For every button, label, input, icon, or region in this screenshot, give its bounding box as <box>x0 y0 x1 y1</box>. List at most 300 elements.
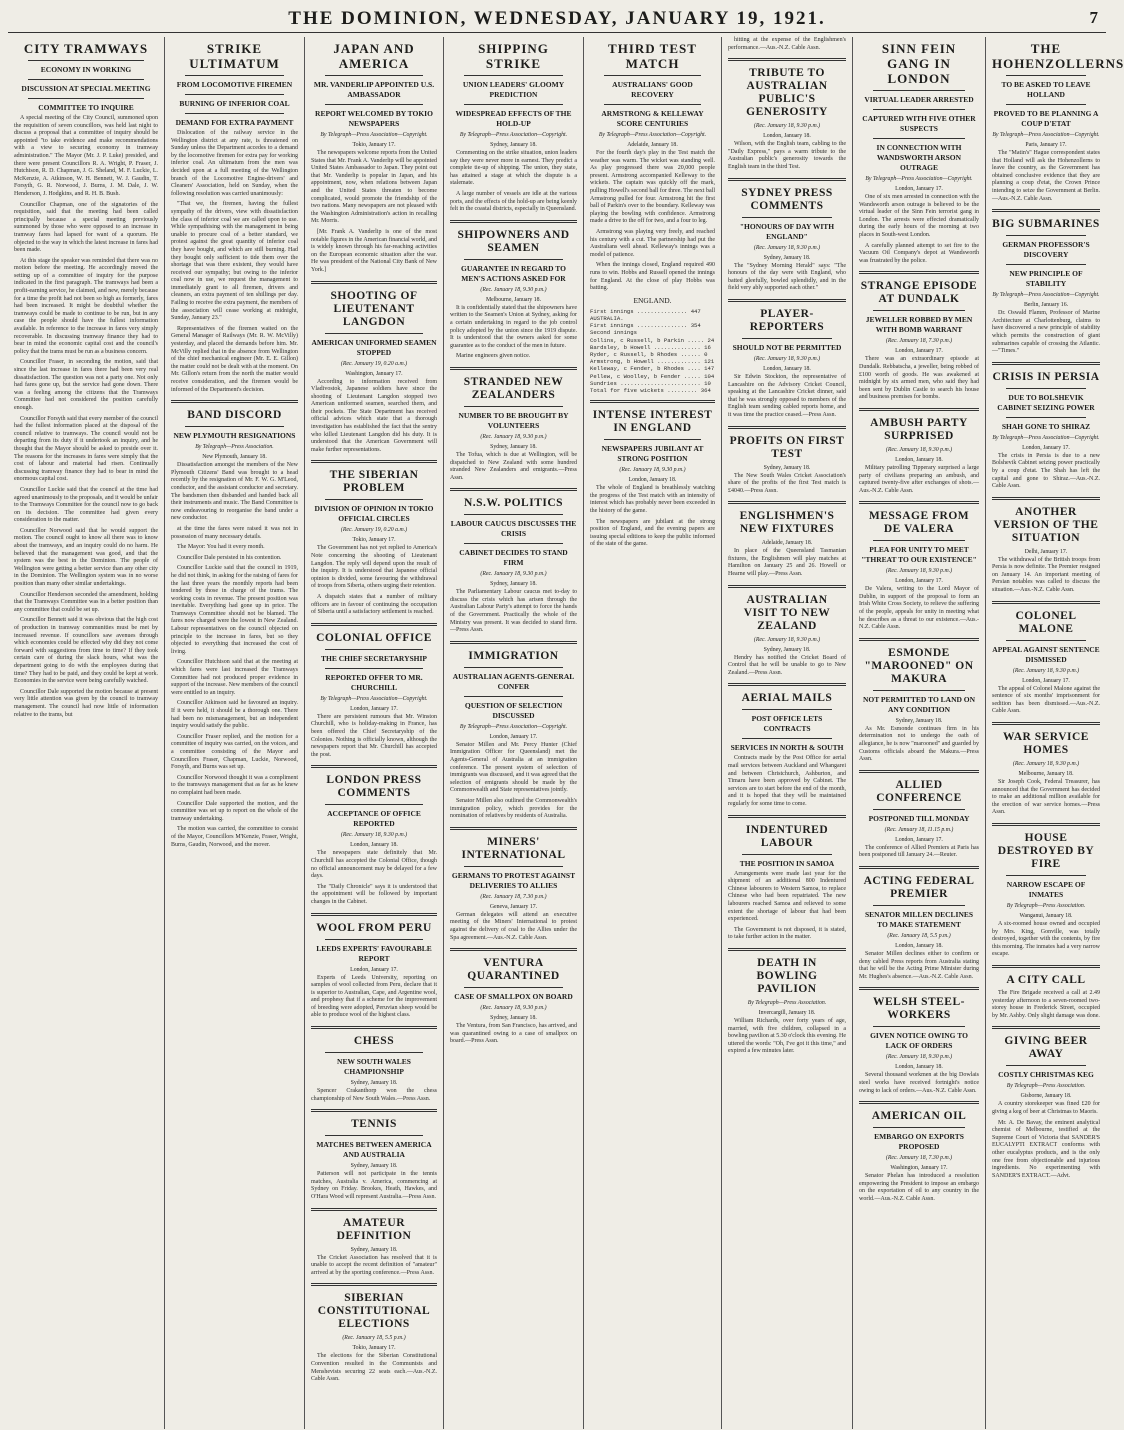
subheadline: AUSTRALIAN AGENTS-GENERAL CONFER <box>452 671 575 691</box>
wire-credit: By Telegraph—Press Association—Copyright. <box>598 132 707 138</box>
section-divider <box>859 866 979 869</box>
subheadline: POST OFFICE LETS CONTRACTS <box>751 714 823 734</box>
section-divider <box>311 913 437 916</box>
body-paragraph: As Mr. Esmonde continues firm in his determination not to undergo the oath of allegiance, he is now "marooned" and guarded by Customs officials aboard the Makura.—Press Assn. <box>859 725 979 763</box>
dateline: Gisborne, January 18. <box>1020 1093 1072 1100</box>
dateline: Sydney, January 18. <box>490 443 537 450</box>
section-divider <box>859 501 979 504</box>
article <box>450 367 577 482</box>
body-paragraph: It is confidentially stated that the shipowners have written to the Seamen's Union at Sydney, asking for a certain undertaking in regard to the job control policy adopted by the union since the 1919 dispute. It is understood that the owners asked for some guarantee as to the conduct of the men in future. <box>450 304 577 349</box>
section-divider <box>311 623 437 626</box>
headline: SHIPOWNERS AND SEAMEN <box>457 228 570 254</box>
section-divider <box>859 770 979 773</box>
subheadline: LABOUR CAUCUS DISCUSSES THE CRISIS <box>450 519 577 539</box>
body-paragraph: The conference of Allied Premiers at Paris has been postponed till January 24.—Reuter. <box>859 844 979 859</box>
dateline: Tokio, January 17. <box>352 142 396 148</box>
headline: N.S.W. POLITICS <box>463 497 564 510</box>
section-divider <box>311 1283 437 1286</box>
subhead-rule <box>325 75 423 76</box>
wire-credit: (Rec. January 18, 9.30 p.m.) <box>753 123 821 130</box>
column-7 <box>853 37 986 1429</box>
subhead-rule <box>742 738 832 739</box>
dateline: Tokio, January 17. <box>352 537 396 544</box>
body-paragraph: A dispatch states that a number of military officers are in favour of continuing the occupation of Siberia until a satisfactory settlement is reached. <box>311 594 437 616</box>
subheadline: WIDESPREAD EFFECTS OF THE HOLD-UP <box>455 109 572 128</box>
body-paragraph: The Mayor: You had it every month. <box>171 544 265 551</box>
body-paragraph: The "Daily Chronicle" says it is understood that the appointment will be followed by important changes in the Cabinet. <box>311 883 437 905</box>
article <box>311 1026 437 1103</box>
subhead-rule <box>1006 417 1086 418</box>
article <box>728 426 846 496</box>
columns-container <box>8 37 1124 1429</box>
article <box>859 1101 979 1203</box>
section-divider <box>992 497 1100 500</box>
section-divider <box>859 408 979 411</box>
article <box>859 41 979 265</box>
headline: GIVING BEER AWAY <box>1004 1035 1088 1061</box>
wire-credit: (Rec. January 18, 7.30 p.m.) <box>885 338 953 345</box>
headline: PLAYER-REPORTERS <box>749 307 825 333</box>
dateline: Tokio, January 17. <box>352 1345 396 1352</box>
subhead-rule <box>1006 640 1086 641</box>
wire-credit: (Rec. January 18, 7.30 p.m.) <box>480 893 547 900</box>
section-divider <box>450 827 577 830</box>
article <box>728 58 846 171</box>
dateline: Sydney, January 18. <box>350 1080 398 1087</box>
subhead-rule <box>1006 235 1086 236</box>
masthead-title: THE DOMINION, WEDNESDAY, JANUARY 19, 1921. <box>288 8 826 29</box>
body-paragraph: The appeal of Colonel Malone against the sentence of six months' imprisonment for sedition has been dismissed.—Aus.-N.Z. Cable Assn. <box>992 685 1100 715</box>
subheadline: ECONOMY IN WORKING <box>40 65 132 74</box>
subheadline: REPORTED OFFER TO MR. CHURCHILL <box>325 672 423 692</box>
body-paragraph: Councillor Hutchison said that at the meeting at which fares were last increased the Tramways Committee had not produced proper evidence in support of the increase. New members of the council were entitled to an inquiry. <box>171 659 298 696</box>
subhead-rule <box>873 690 965 691</box>
dateline: London, January 17. <box>1022 444 1070 451</box>
wire-credit: By Telegraph—Press Association—Copyright. <box>992 292 1100 299</box>
subhead-rule <box>325 649 423 650</box>
subhead-rule <box>1006 264 1086 265</box>
wire-credit: (Rec. January 18, 9.30 p.m.) <box>885 446 953 453</box>
body-paragraph: Councillor Norwood thought it was a compliment to the tramways management that as far as he knew no complaint had been made. <box>171 774 298 796</box>
dateline: London, January 17. <box>350 705 398 712</box>
wire-credit: (Rec. January 18, 9.30 p.m.) <box>753 355 821 362</box>
body-paragraph: Patterson will not participate in the tennis matches, Australia v. America, commencing at Sydney on Friday. Brookes, Heath, Hawkes, and O'Hara Wood will represent Australia.—Press Assn. <box>311 1171 437 1201</box>
dateline: Wanganui, January 18. <box>1019 913 1073 919</box>
subheadline: FROM LOCOMOTIVE FIREMEN <box>176 80 293 89</box>
section-divider <box>992 823 1100 826</box>
headline: THE HOHENZOLLERNS <box>992 41 1124 71</box>
article <box>728 37 846 52</box>
section-divider <box>859 987 979 990</box>
section-divider <box>728 178 846 181</box>
dateline: Sydney, January 18. <box>490 581 537 588</box>
headline: BAND DISCORD <box>187 409 282 422</box>
headline: ACTING FEDERAL PREMIER <box>863 875 975 900</box>
headline: WAR SERVICE HOMES <box>1003 731 1089 757</box>
article <box>311 765 437 906</box>
headline: CITY TRAMWAYS <box>23 41 149 56</box>
subheadline: COSTLY CHRISTMAS KEG <box>998 1070 1094 1080</box>
subheadline: POSTPONED TILL MONDAY <box>868 813 970 823</box>
subheadline: PLEA FOR UNITY TO MEET "THREAT TO OUR EXISTENCE" <box>861 545 977 565</box>
subheadline: NEW PLYMOUTH RESIGNATIONS <box>173 431 296 441</box>
headline: HOUSE DESTROYED BY FIRE <box>997 832 1095 870</box>
dateline: London, January 18. <box>350 842 398 849</box>
subheadline: ACCEPTANCE OF OFFICE REPORTED <box>327 809 421 829</box>
section-divider <box>311 1026 437 1029</box>
subheadline: IN CONNECTION WITH WANDSWORTH ARSON OUTRAGE <box>876 143 962 172</box>
article <box>728 501 846 578</box>
headline: STRIKE ULTIMATUM <box>189 41 280 71</box>
headline: AUSTRALIAN VISIT TO NEW ZEALAND <box>743 593 831 632</box>
body-paragraph: Councillor Fraser replied, and the motion for a committee of inquiry was carried, on the voices, and a committee consisting of the Mayor and Councillors Fraser, Chapman, Luckie, Norwood, Forsyth, and Burns was set up. <box>171 733 298 771</box>
body-paragraph: Councillor Henderson seconded the amendment, holding that the Tramways Committee was in a better position than any committee that could be set up. <box>14 591 158 613</box>
subheadline: DIVISION OF OPINION IN TOKIO OFFICIAL CIRCLES <box>314 504 434 524</box>
wire-credit: (Rec. January 18, 9.30 p.m.) <box>753 244 821 251</box>
subheadline: SERVICES IN NORTH & SOUTH <box>730 743 844 753</box>
section-divider <box>311 460 437 463</box>
subhead-rule <box>464 259 563 260</box>
body-paragraph: Commenting on the strike situation, union leaders say they were never more in earnest. They predict a complete tie-up of shipping. The union, they state, has attained a stage at which the dispute is a stalemate. <box>450 150 577 187</box>
section-divider <box>728 58 846 61</box>
dateline: Washington, January 17. <box>345 370 403 377</box>
article <box>992 1026 1100 1180</box>
subhead-rule <box>873 1127 965 1128</box>
dateline: London, January 17. <box>895 836 943 843</box>
headline: MINERS' INTERNATIONAL <box>461 835 566 861</box>
headline: JAPAN AND AMERICA <box>333 41 415 71</box>
body-paragraph: Sir Joseph Cook, Federal Treasurer, has announced that the Government has decided to make an additional million available for the erection of war service homes.—Press Assn. <box>992 779 1100 816</box>
body-paragraph: A six-roomed house owned and occupied by Mrs. King, Gonville, was totally destroyed, together with the contents, by fire this morning. The inmates had a very narrow escape. <box>992 921 1100 958</box>
subheadline: SENATOR MILLEN DECLINES TO MAKE STATEMENT <box>864 910 974 929</box>
subheadline: NUMBER TO BE BROUGHT BY VOLUNTEERS <box>458 410 569 430</box>
wire-credit: (Rec. January 18, 11.15 p.m.) <box>884 826 954 833</box>
body-paragraph: According to information received from Vladivostok, Japanese soldiers have since the shooting of Lieutenant Langdon stopped two American uniformed seamen, searched them, and their pockets. The State Department has received official advices which state that a thorough investigation has established the fact that the sentry who killed Lieutenant Langdon did his duty. It is understood that the American Government will make further representations. <box>311 378 437 453</box>
subheadline: CASE OF SMALLPOX ON BOARD <box>454 992 573 1002</box>
body-paragraph: A special meeting of the City Council, summoned upon the requisition of seven councillors, was held last night to discuss a proposal that a committee of inquiry should be appointed "to take evidence and make recommendations with a view to securing economy in tramway administration." The Mayor (Mr. J. P. Luke) presided, and there were present Councillors R. A. Wright, P. Fraser, J. Hutchison, R. D. Chapman, J. G. Sheland, M. F. Luckie, L. McKenzie, A. Atkinson, W. H. Bennett, W. J. Gaudin, T. Forsyth, G. R. Norwood, J. Burns, J. M. Dale, J. W. Henderson, J. Hodgkins, and R. H. B. Bush. <box>14 115 158 197</box>
article <box>450 220 577 361</box>
dateline: Melbourne, January 18. <box>1018 771 1074 778</box>
subheadline: DEMAND FOR EXTRA PAYMENT <box>175 118 294 127</box>
headline: CHESS <box>353 1035 395 1048</box>
section-divider <box>859 1101 979 1104</box>
subheadline: GERMANS TO PROTEST AGAINST DELIVERIES TO ALLIES <box>451 870 576 890</box>
body-paragraph: hitting at the expense of the Englishmen's performance.—Aus.-N.Z. Cable Assn. <box>728 37 846 51</box>
subheadline: APPEAL AGAINST SENTENCE DISMISSED <box>992 644 1100 664</box>
section-divider <box>450 220 577 223</box>
body-paragraph: Experts of Leeds University, reporting on samples of wool collected from Peru, declare that it is superior to Australian, Cape, and Argentine wool, and prophesy that if a scheme for the improvement of breeding were adopted, Peruvian sheep would be able to produce wool of the highest class. <box>311 974 437 1019</box>
column-5 <box>584 37 722 1429</box>
dateline: London, January 18. <box>628 477 677 484</box>
dateline: Sydney, January 18. <box>350 1163 398 1170</box>
wire-credit: (Rec. January 18, 9.30 p.m.) <box>885 1054 953 1061</box>
article <box>590 41 715 394</box>
body-paragraph: Councillor Forsyth said that every member of the council had the fullest information placed at the disposal of the council relative to tramways. The council would not be departing from its duty if it undertook an inquiry, and he thought that the Mayor should be asked to preside over it. The reasons for the increases in fares were simply that the cost of labour and material had risen. Continually discussing tramway finance they had to bear in mind the enormous capital cost. <box>14 415 158 483</box>
article <box>590 400 715 549</box>
body-paragraph: Senator Millen declines either to confirm or deny cabled Press reports from Australia stating that he will be the Acting Prime Minister during Mr. Hughes's absence.—Aus.-N.Z. Cable Assn. <box>859 951 979 980</box>
article <box>859 408 979 495</box>
body-paragraph: The Fire Brigade received a call at 2.49 yesterday afternoon to a seven-roomed two-storey house in Frederick Street, occupied by Mr. Ashby. Only slight damage was done. <box>992 989 1100 1019</box>
article <box>728 948 846 1056</box>
headline: IMMIGRATION <box>468 649 559 662</box>
body-paragraph: A carefully planned attempt to set fire to the Vacuum Oil Company's depot at Wandsworth was frustrated by the police. <box>859 242 979 264</box>
dateline: London, January 18. <box>895 943 943 949</box>
section-divider <box>728 501 846 504</box>
headline: TENNIS <box>351 1118 397 1131</box>
wire-credit: (Rec. January 18, 9.30 p.m.) <box>480 433 547 440</box>
article <box>450 488 577 635</box>
subheadline: THE CHIEF SECRETARYSHIP <box>320 653 427 663</box>
body-paragraph: For the fourth day's play in the Test match the weather was warm. The wicket was standing well. As play progressed there was 20,000 people present. Armstrong accompanied Kelleway to the wickets. The captain was quickly off the mark, pulling Howell's second ball for three. The next ball Armstrong pulled for four. Armstrong hit the first ball of Parkin's over to the boundary. Kelleway was playing the bowling with confidence. Armstrong made a drive to the off for two, and a four to leg. <box>590 150 715 225</box>
section-divider <box>728 585 846 588</box>
article <box>311 913 437 1021</box>
wire-credit: (Rec. January 18, 9.30 p.m.) <box>1012 667 1080 674</box>
subheadline: "HONOURS OF DAY WITH ENGLAND" <box>739 221 835 241</box>
body-paragraph: Councillor Norwood said that he would support the motion. The council ought to know all there was to know about the tramways, and an inquiry could do no harm. He believed that the management was good, and that the system was the best in the Dominion. The people of Wellington were getting a better service than any other city in the Dominion. The Wellington system was in no worse position than many other similar undertakings. <box>14 527 158 588</box>
body-paragraph: Senator Millen and Mr. Percy Hunter (Chief Immigration Officer for Queensland) met the Agents-General of Australia at an immigration conference. The present system of selection of immigrants was discussed, and it was agreed that the selection of emigrants should be made by the Commonwealth and State representatives jointly. <box>450 741 577 794</box>
article <box>992 362 1100 491</box>
subheadline: GUARANTEE IN REGARD TO MEN'S ACTIONS ASKED FOR <box>461 263 566 283</box>
body-paragraph: Councillor Bennett said it was obvious that the high cost of production in tramway communities must be met by increased revenue. If councillors saw avenues through which economies could be effected why did they not come forward with suggestions from time to time? If they took certain care of during the slack hours, what was the department going to do with the employees during that time? They had to be paid, and they could be kept at work. Economies in the service were being carefully watched. <box>14 617 158 685</box>
body-paragraph: The Government has not yet replied to America's Note concerning the shooting of Lieutenant Langdon. The reply will depend upon the result of the inquiry. It is understood that Japanese official opinion is divided, some favouring the withdrawal of troops from Siberia, others urging their retention. <box>311 545 437 590</box>
headline: AMBUSH PARTY SURPRISED <box>870 416 968 442</box>
headline: DEATH IN BOWLING PAVILION <box>756 956 818 995</box>
body-paragraph: Councillor Chapman, one of the signatories of the requisition, said that the meeting had been called principally because a special meeting previously summoned by those who were opposed to an increase in tramway fares had lapsed for want of a quorum. He objected to the way in which the latest increase in fares had been made. <box>14 201 158 254</box>
subhead-rule <box>464 543 563 544</box>
body-paragraph: Councillor Fraser, in seconding the motion, said that since the last increase in fares there had been very real dissatisfaction. The question was not a party one. Not only had fares gone up, but the service had gone down. There was a feeling among the citizens that the Tramways Committee had not considered the position carefully enough. <box>14 359 158 411</box>
body-paragraph: William Richards, over forty years of age, married, with five children, collapsed in a bowling pavilion at 5.30 o'clock this evening. He uttered the words: "Oh, I've got it this time," and expired a few minutes later. <box>728 1017 846 1055</box>
headline: SYDNEY PRESS COMMENTS <box>741 186 833 212</box>
body-paragraph: Hendry has notified the Cricket Board of Control that he will be unable to go to New Zealand.—Press Assn. <box>728 654 846 676</box>
subheadline: LEEDS EXPERTS' FAVOURABLE REPORT <box>316 943 432 963</box>
body-paragraph: Senator Millen also outlined the Commonwealth's immigration policy, which provides for the nomination of relatives by residents of Australia. <box>450 798 577 820</box>
section-divider <box>728 426 846 429</box>
subheadline: SHAH GONE TO SHIRAZ <box>1001 421 1091 431</box>
scoreboard-title: ENGLAND. <box>633 295 672 305</box>
article <box>859 638 979 764</box>
wire-credit: (Rec. January 18, 9.30 p.m.) <box>480 286 547 293</box>
dateline: London, January 17. <box>1022 677 1070 684</box>
dateline: Sydney, January 18. <box>350 1246 398 1253</box>
headline: CRISIS IN PERSIA <box>992 370 1100 383</box>
article <box>728 815 846 942</box>
subhead-rule <box>185 113 284 114</box>
article <box>992 497 1100 595</box>
dateline: Adelaide, January 18. <box>627 142 678 148</box>
subheadline: MATCHES BETWEEN AMERICA AND AUSTRALIA <box>316 1140 432 1160</box>
body-paragraph: The motion was carried, the committee to consist of the Mayor, Councillors M'Kenzie, Fraser, Wright, Burns, Gaudin, Norwood, and the mover. <box>171 826 298 848</box>
dateline: Sydney, January 18. <box>895 717 943 724</box>
headline: INTENSE INTEREST IN ENGLAND <box>592 409 713 435</box>
headline: STRANGE EPISODE AT DUNDALK <box>860 280 978 306</box>
wire-credit: By Telegraph—Press Association—Copyright. <box>320 695 428 702</box>
subhead-rule <box>873 540 965 541</box>
subhead-rule <box>1006 875 1086 876</box>
headline: WELSH STEEL-WORKERS <box>873 996 965 1022</box>
subheadline: AMERICAN UNIFORMED SEAMEN STOPPED <box>311 337 437 357</box>
article <box>992 601 1100 716</box>
body-paragraph: The "Matin's" Hague correspondent states that Holland will ask the Hohenzollerns to leave the country, as the Government has obtained conclusive evidence that they are planning a coup d'etat, the Crown Prince intending to seize the Government at Berlin.—Aus.-N.Z. Cable Assn. <box>992 150 1100 202</box>
body-paragraph: Councillor Atkinson said he favoured an inquiry. If it were held, it should be a thorough one. There had been no mismanagement, but an independent inquiry would satisfy the public. <box>171 700 298 730</box>
article <box>859 770 979 860</box>
subheadline: MR. VANDERLIP APPOINTED U.S. AMBASSADOR <box>313 80 435 99</box>
subhead-rule <box>325 668 423 669</box>
dateline: Sydney, January 18. <box>490 142 537 148</box>
body-paragraph: There are persistent rumours that Mr. Winston Churchill, who is holiday-making in France, has been offered the Chief Secretaryship of the Colonies. Nothing is officially known, although the newspapers report that Mr. Churchill has accepted the post. <box>311 713 437 758</box>
wire-credit: (Rec. January 18, 9.30 p.m.) <box>885 568 953 575</box>
subhead-rule <box>28 60 144 61</box>
body-paragraph: One of six men arrested in connection with the Wandsworth arson outrage is believed to be the virtual leader of the Sinn Fein terrorist gang in London. The arrests were effected dramatically during the early hours of the morning at two places in South-west London. <box>859 194 979 238</box>
subhead-rule <box>873 109 965 110</box>
dateline: New Plymouth, January 18. <box>202 454 267 461</box>
headline: VENTURA QUARANTINED <box>467 957 560 983</box>
body-paragraph: Contracts made by the Post Office for aerial mail services between Auckland and Whangarei and between Christchurch, Ashburton, and Timaru have been approved by Cabinet. The services are to start before the end of the month, and it is hoped that they will be maintained regularly for some time to come. <box>728 755 846 807</box>
section-divider <box>311 1109 437 1112</box>
article <box>450 827 577 942</box>
body-paragraph: The elections for the Siberian Constitutional Convention resulted in the Communists and Menshevists securing 22 seats each.—Aus.-N.Z. Cable Assn. <box>311 1353 437 1383</box>
dateline: Sydney, January 18. <box>763 464 811 471</box>
headline: SINN FEIN GANG IN LONDON <box>881 41 957 86</box>
headline: MESSAGE FROM DE VALERA <box>868 510 970 536</box>
subhead-rule <box>464 987 563 988</box>
headline: AERIAL MAILS <box>741 692 833 705</box>
headline: AMERICAN OIL <box>871 1110 967 1123</box>
headline: COLONEL MALONE <box>1015 609 1077 635</box>
subheadline: NARROW ESCAPE OF INMATES <box>1006 880 1086 899</box>
column-3 <box>305 37 444 1429</box>
body-paragraph: The Ventura, from San Francisco, has arrived, and was quarantined owing to a case of smallpox on board.—Press Assn. <box>450 1023 577 1045</box>
article <box>171 41 298 394</box>
section-divider <box>728 683 846 686</box>
subheadline: DUE TO BOLSHEVIK CABINET SEIZING POWER <box>997 392 1095 412</box>
headline: WOOL FROM PERU <box>316 921 432 934</box>
wire-credit: (Rec. January 18, 9.30 p.m.) <box>753 636 821 643</box>
subhead-rule <box>325 333 423 334</box>
body-paragraph: A country storekeeper was fined £20 for giving a keg of beer at Christmas to Maoris. <box>992 1101 1100 1115</box>
subheadline: NEWSPAPERS JUBILANT AT STRONG POSITION <box>601 444 704 464</box>
body-paragraph: [Mr. Frank A. Vanderlip is one of the most notable figures in the American financial world, and is widely known through his far-reaching activities on the European economic situation after the war. He was president of the National City Bank of New York.] <box>311 228 437 273</box>
dateline: London, January 18. <box>763 365 811 372</box>
section-divider <box>992 965 1100 968</box>
headline: ESMONDE "MAROONED" ON MAKURA <box>864 646 974 685</box>
headline: COLONIAL OFFICE <box>316 631 432 644</box>
body-paragraph: The crisis in Persia is due to a new Bolshevik Cabinet seizing power practically by a coup d'etat. The Shah has left the capital and gone to Shiraz.—Aus.-N.Z. Cable Assn. <box>992 452 1100 490</box>
subhead-rule <box>464 866 563 867</box>
body-paragraph: Armstrong was playing very freely, and reached his century with a cut. The partnership had put the Australians well ahead. Kelleway's innings was a model of patience. <box>590 228 715 258</box>
subhead-rule <box>873 90 965 91</box>
article <box>992 823 1100 959</box>
section-divider <box>311 1208 437 1211</box>
subhead-rule <box>873 905 965 906</box>
headline: ENGLISHMEN'S NEW FIXTURES <box>739 510 835 536</box>
body-paragraph: The Cricket Association has resolved that it is unable to accept the recent definition of "amateur" arrived at by the sporting conference.—Press Assn. <box>311 1254 437 1276</box>
subheadline: PROVED TO BE PLANNING A COUP D'ETAT <box>993 109 1099 128</box>
subhead-rule <box>464 406 563 407</box>
subhead-rule <box>325 1135 423 1136</box>
subhead-rule <box>742 854 832 855</box>
wire-credit: By Telegraph—Press Association—Copyright. <box>459 132 568 138</box>
subheadline: CABINET DECIDES TO STAND FIRM <box>459 548 568 568</box>
dateline: London, January 18. <box>895 1064 943 1071</box>
headline: A CITY CALL <box>1006 973 1086 986</box>
wire-credit: (Rec. January 18, 9.30 p.m.) <box>1012 761 1080 768</box>
subheadline: SHOULD NOT BE PERMITTED <box>732 342 842 352</box>
body-paragraph: There was an extraordinary episode at Dundalk. Rebbatscha, a jeweller, being robbed of £100 worth of goods. He was awakened at midnight by six armed men, who said they had been sent by Dublin Castle to search his house and business premises for bombs. <box>859 356 979 401</box>
article <box>311 1109 437 1201</box>
article <box>859 866 979 981</box>
headline: BIG SUBMARINES <box>992 218 1100 231</box>
body-paragraph: Marine engineers given notice. <box>450 353 531 360</box>
wire-credit: (Rec. January 18, 9.30 p.m.) <box>619 467 686 474</box>
dateline: Invercargill, January 18. <box>758 1009 816 1016</box>
section-divider <box>728 815 846 818</box>
body-paragraph: Dissatisfaction amongst the members of the New Plymouth Citizens' Band was brought to a head recently by the resignation of Mr. F. W. G. M'Leod, conductor, and the assistant conductor and secretary. The bandsmen then disbanded and handed back all their instruments and music. The Band Committee is now endeavouring to reorganise the band under a new conductor. <box>171 462 298 522</box>
wire-credit: (Rec. January 18, 9.30 p.m.) <box>480 1005 547 1012</box>
section-divider <box>450 488 577 491</box>
body-paragraph: Several thousand workmen at the big Dowlais steel works have received fortnight's notice owing to lack of orders.—Aus.-N.Z. Cable Assn. <box>859 1072 979 1094</box>
body-paragraph: The New South Wales Cricket Association's share of the profits of the first Test match is £4040.—Press Assn. <box>728 472 846 494</box>
headline: SHOOTING OF LIEUTENANT LANGDON <box>330 289 418 328</box>
subhead-rule <box>464 104 563 105</box>
headline: ANOTHER VERSION OF THE SITUATION <box>993 505 1099 544</box>
body-paragraph: When the innings closed, England required 490 runs to win. Hobbs and Russell opened the innings for England. At the close of play Hobbs was batting. <box>590 262 715 292</box>
subhead-rule <box>1006 1065 1086 1066</box>
article <box>728 683 846 808</box>
wire-credit: By Telegraph—Press Association. <box>1006 1083 1086 1090</box>
wire-credit: By Telegraph—Press Association—Copyright. <box>865 176 973 182</box>
wire-credit: By Telegraph—Press Association—Copyright. <box>459 723 568 730</box>
wire-credit: (Rec. January 18, 5.5 p.m.) <box>887 933 951 939</box>
dateline: Sydney, January 18. <box>763 254 811 261</box>
headline: LONDON PRESS COMMENTS <box>326 774 422 800</box>
subhead-rule <box>325 939 423 940</box>
wire-credit: By Telegraph—Press Association—Copyright. <box>992 132 1100 138</box>
section-divider <box>859 638 979 641</box>
section-divider <box>450 948 577 951</box>
subhead-rule <box>873 809 965 810</box>
dateline: Delhi, January 17. <box>1024 548 1068 555</box>
column-4 <box>444 37 584 1429</box>
section-divider <box>992 362 1100 365</box>
subhead-rule <box>604 439 701 440</box>
body-paragraph: Councillor Dale supported the motion, and the committee was set up to report on the whole of the tramway undertaking. <box>171 800 298 822</box>
body-paragraph: The Parliamentary Labour caucus met to-day to discuss the crisis which has arisen through the Australian Labour Party's attempt to force the hands of the Government. Practically the whole of the Ministry was present. It was decided to stand firm.—Press Assn. <box>450 589 577 634</box>
body-paragraph: Sir Edwin Stockton, the representative of Lancashire on the Advisory Cricket Council, speaking at the Lancashire Cricket dinner, said that he was strongly opposed to members of the English team sending cabled reports home, and it was time the practice ceased.—Press Assn. <box>728 373 846 418</box>
headline: TRIBUTE TO AUSTRALIAN PUBLIC'S GENEROSITY <box>746 67 828 119</box>
headline: ALLIED CONFERENCE <box>876 778 962 804</box>
subhead-rule <box>1006 104 1086 105</box>
subheadline: NOT PERMITTED TO LAND ON ANY CONDITION <box>862 694 976 714</box>
body-paragraph: Arrangements were made last year for the shipment of an additional 800 Indentured Chinese labourers to Western Samoa, to replace Chinese who had been repatriated. The new labourers reached Samoa and relieved to some extent the shortage of labour that had been experienced. <box>728 870 846 923</box>
headline: STRANDED NEW ZEALANDERS <box>463 375 564 401</box>
article <box>728 299 846 420</box>
body-paragraph: De Valera, writing to the Lord Mayor of Dublin, in support of the proposal to form an Irish White Cross Society, to relieve the suffering of the people, appeals for unity in meeting what he describes as a threat to our existence.—Aus.-N.Z. Cable Assn. <box>859 586 979 631</box>
subhead-rule <box>464 696 563 697</box>
dateline: London, January 17. <box>895 348 943 355</box>
column-8 <box>986 37 1124 1429</box>
subhead-rule <box>28 98 144 99</box>
subhead-rule <box>742 217 832 218</box>
subhead-rule <box>604 104 701 105</box>
subheadline: THE POSITION IN SAMOA <box>739 858 835 868</box>
article <box>171 400 298 523</box>
subheadline: EMBARGO ON EXPORTS PROPOSED <box>874 1132 964 1152</box>
wire-credit: (Rec. January 18, 9.30 p.m.) <box>340 832 408 839</box>
article <box>171 526 298 849</box>
wire-credit: (Rec. January 19, 0.20 a.m.) <box>340 527 408 534</box>
dateline: Paris, January 17. <box>1025 142 1067 148</box>
article <box>859 987 979 1095</box>
